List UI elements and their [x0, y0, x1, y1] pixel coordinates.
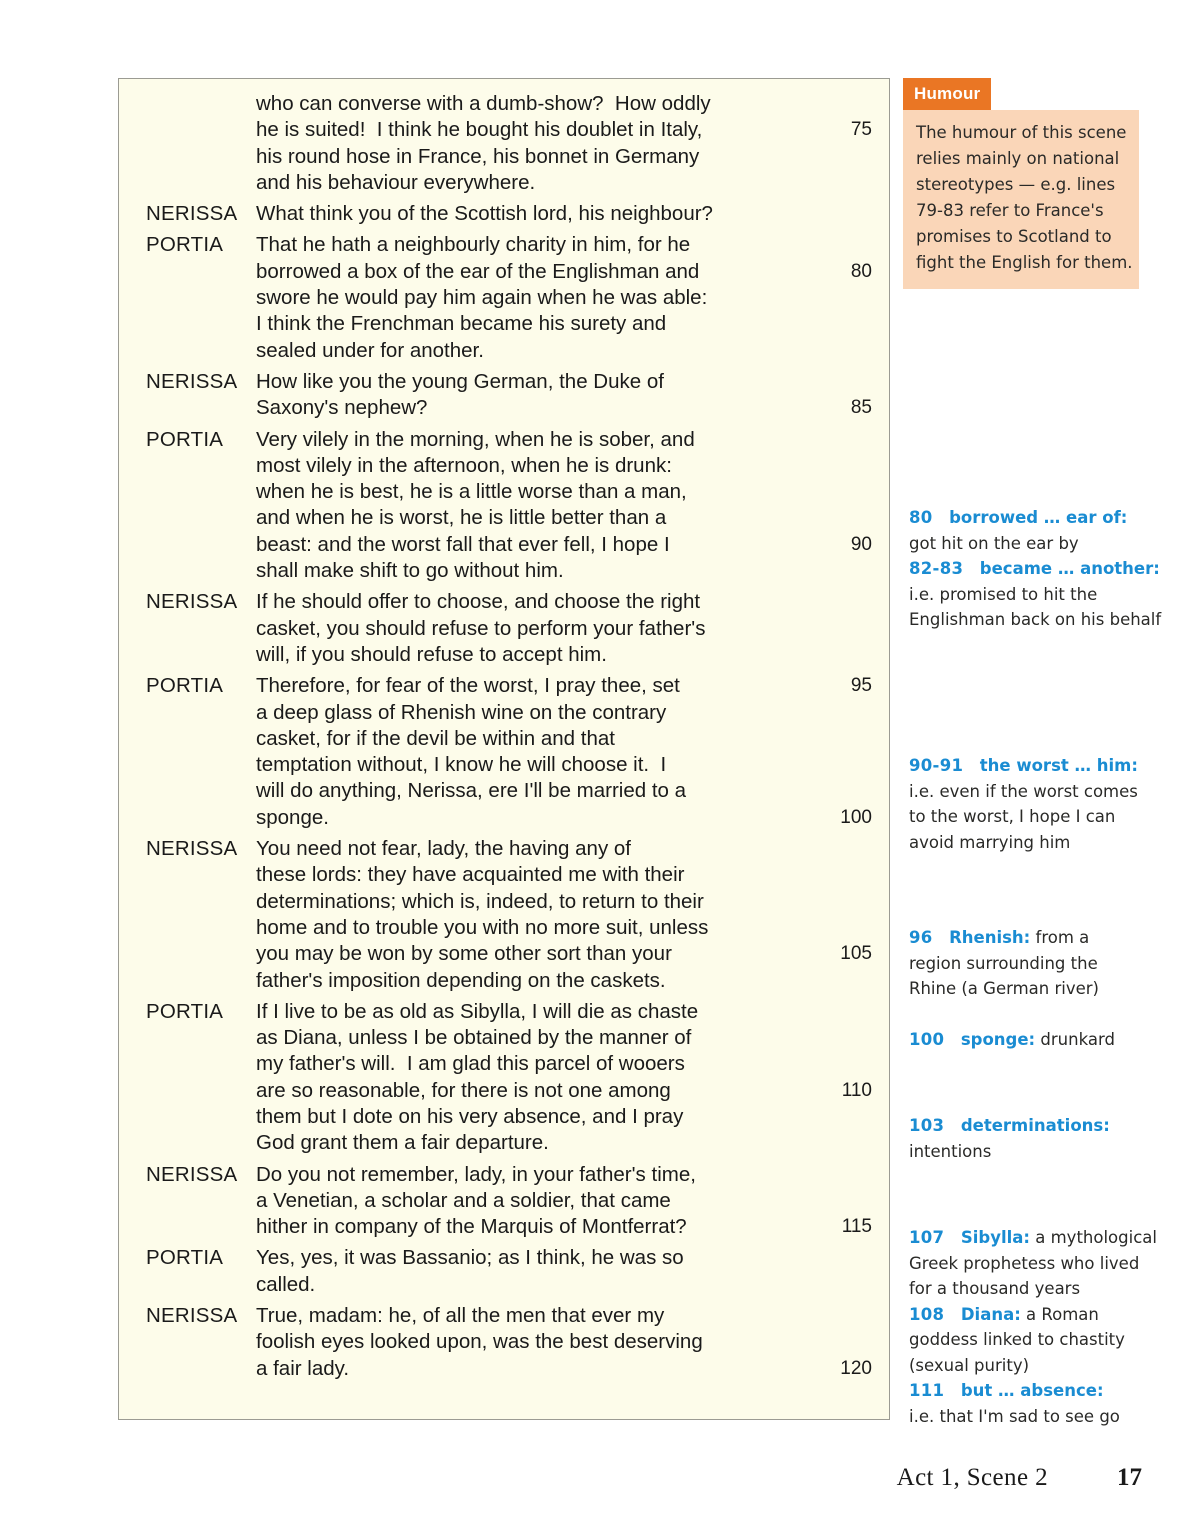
verse-line-text: a deep glass of Rhenish wine on the contrary	[256, 700, 667, 724]
verse-line	[256, 338, 889, 364]
verse-line	[256, 999, 889, 1025]
gloss-group	[903, 753, 1145, 855]
feature-box-tag: Humour	[903, 78, 991, 110]
verse-line-text: swore he would pay him again when he was able:	[256, 286, 708, 310]
verse-line	[256, 968, 889, 994]
speech-list	[119, 91, 889, 1382]
verse-line-text: Saxony's nephew?	[256, 396, 428, 420]
feature-box-line: promises to Scotland to	[916, 227, 1112, 246]
gloss-text-line: to the worst, I hope I can	[909, 807, 1116, 826]
speech-block	[119, 1245, 889, 1298]
gloss-line-number: 108	[909, 1304, 945, 1324]
gloss-text-line: Greek prophetess who lived	[909, 1253, 1140, 1273]
feature-box-line: relies mainly on national	[916, 149, 1120, 168]
verse-line	[256, 1051, 889, 1077]
feature-box-line: 79-83 refer to France's	[916, 201, 1104, 220]
verse-line-text: father's imposition depending on the caskets.	[256, 968, 666, 992]
verse-line-text: hither in company of the Marquis of Montferrat?	[256, 1215, 687, 1239]
gloss-lemma: but … absence:	[960, 1381, 1104, 1400]
gloss-group	[903, 1113, 1145, 1164]
speech-block	[119, 91, 889, 196]
feature-box-body	[903, 110, 1139, 289]
gloss-text-line: Rhine (a German river)	[909, 979, 1099, 998]
speech-block	[119, 201, 889, 227]
gloss-lemma: Diana:	[960, 1304, 1021, 1324]
verse-line	[256, 836, 889, 862]
speech-lines	[256, 673, 889, 831]
verse-line-text: If he should offer to choose, and choose the right	[256, 590, 701, 614]
verse-line	[256, 285, 889, 311]
gloss-entry-head	[909, 1113, 1145, 1139]
gloss-entry-head	[909, 925, 1145, 951]
gloss-lemma: the worst … him:	[979, 756, 1138, 775]
speech-lines	[256, 836, 889, 994]
verse-line	[256, 144, 889, 170]
verse-line	[256, 642, 889, 668]
verse-line-text: are so reasonable, for there is not one among	[256, 1078, 671, 1102]
verse-line-text: when he is best, he is a little worse than a man,	[256, 480, 687, 504]
line-number: 120	[840, 1357, 872, 1379]
speech-lines	[256, 427, 889, 585]
speech-block	[119, 1303, 889, 1382]
verse-line-text: That he hath a neighbourly charity in him, for he	[256, 233, 691, 257]
verse-line-text: How like you the young German, the Duke of	[256, 369, 664, 393]
speech-block	[119, 673, 889, 831]
speech-lines	[256, 232, 889, 363]
line-number: 110	[841, 1079, 872, 1101]
verse-line-text: his round hose in France, his bonnet in Germany	[256, 144, 700, 168]
gloss-text-line: avoid marrying him	[909, 832, 1071, 852]
verse-line	[256, 1245, 889, 1271]
verse-line-text: God grant them a fair departure.	[256, 1131, 549, 1155]
gloss-group	[903, 1027, 1145, 1053]
gloss-text-line: region surrounding the	[909, 953, 1098, 973]
speaker-name: PORTIA	[146, 674, 224, 698]
speech-block	[119, 836, 889, 994]
speaker-name: NERISSA	[146, 1162, 238, 1186]
gloss-lemma: borrowed … ear of:	[949, 508, 1128, 527]
verse-line	[256, 369, 889, 395]
verse-line	[256, 1303, 889, 1329]
line-number: 100	[840, 806, 872, 828]
gloss-line-number: 100	[909, 1030, 945, 1049]
speech-lines	[256, 369, 889, 422]
verse-line-text: and when he is worst, he is little better than a	[256, 506, 667, 530]
feature-box-line: fight the English for them.	[916, 253, 1133, 272]
verse-line	[256, 532, 889, 558]
verse-line	[256, 1356, 889, 1382]
feature-box-line: The humour of this scene	[916, 123, 1127, 142]
verse-line-text: as Diana, unless I be obtained by the manner of	[256, 1026, 692, 1050]
verse-line	[256, 311, 889, 337]
line-number: 115	[841, 1216, 872, 1238]
gloss-text: from a	[1030, 928, 1090, 947]
verse-line-text: home and to trouble you with no more suit, unless	[256, 915, 709, 939]
verse-line	[256, 170, 889, 196]
verse-line	[256, 862, 889, 888]
verse-line	[256, 505, 889, 531]
gloss-list	[903, 289, 1162, 1489]
speaker-name: NERISSA	[146, 202, 238, 226]
verse-line-text: sponge.	[256, 805, 329, 829]
verse-line	[256, 1188, 889, 1214]
verse-line	[256, 259, 889, 285]
speaker-name: PORTIA	[146, 1246, 224, 1270]
verse-line	[256, 1025, 889, 1051]
verse-line-text: casket, you should refuse to perform your father's	[256, 616, 706, 640]
gloss-entry-head	[909, 505, 1145, 531]
verse-line-text: True, madam: he, of all the men that ever my	[256, 1304, 665, 1328]
gloss-line-number: 107	[909, 1228, 945, 1247]
verse-line-text: and his behaviour everywhere.	[256, 170, 536, 194]
speech-block	[119, 1162, 889, 1241]
gloss-line-number: 80	[909, 508, 933, 527]
verse-line	[256, 201, 889, 227]
speaker-name: NERISSA	[146, 590, 238, 614]
speech-block	[119, 589, 889, 668]
verse-line	[256, 726, 889, 752]
verse-line	[256, 1214, 889, 1240]
speech-lines	[256, 1245, 889, 1298]
speaker-name: NERISSA	[146, 369, 238, 393]
gloss-text-line: got hit on the ear by	[909, 533, 1079, 553]
speaker-name: NERISSA	[146, 1304, 238, 1328]
verse-line-text: most vilely in the afternoon, when he is drunk:	[256, 453, 672, 477]
verse-line	[256, 1329, 889, 1355]
speech-lines	[256, 1303, 889, 1382]
verse-line-text: these lords: they have acquainted me with their	[256, 863, 685, 887]
gloss-group	[903, 1225, 1157, 1429]
verse-line	[256, 889, 889, 915]
gloss-group	[903, 925, 1145, 1002]
page-footer	[0, 1463, 1200, 1503]
verse-line-text: will, if you should refuse to accept him.	[256, 642, 607, 666]
verse-line	[256, 1104, 889, 1130]
verse-line-text: Yes, yes, it was Bassanio; as I think, he was so	[256, 1246, 684, 1270]
verse-line-text: foolish eyes looked upon, was the best deserving	[256, 1330, 703, 1354]
verse-line	[256, 1130, 889, 1156]
verse-line	[256, 1162, 889, 1188]
speech-lines	[256, 201, 889, 227]
speaker-name: PORTIA	[146, 427, 224, 451]
speaker-name: NERISSA	[146, 837, 238, 861]
verse-line-text: shall make shift to go without him.	[256, 559, 564, 583]
verse-line	[256, 1078, 889, 1104]
gloss-text-line: Englishman back on his behalf	[909, 610, 1162, 629]
feature-box-humour	[903, 78, 1139, 289]
verse-line-text: he is suited! I think he bought his doublet in Italy,	[256, 118, 703, 142]
margin-notes-column	[903, 78, 1162, 1489]
line-number: 105	[840, 943, 872, 965]
speech-lines	[256, 1162, 889, 1241]
verse-line	[256, 558, 889, 584]
gloss-entry-head	[909, 1027, 1145, 1053]
verse-line	[256, 778, 889, 804]
speaker-name: PORTIA	[146, 999, 224, 1023]
footer-scene-reference: Act 1, Scene 2	[896, 1464, 1048, 1491]
gloss-entry-head	[909, 753, 1145, 779]
gloss-text-line: goddess linked to chastity	[909, 1330, 1125, 1349]
gloss-entry-head	[909, 556, 1160, 582]
gloss-text: a Roman	[1020, 1304, 1099, 1324]
verse-line-text: If I live to be as old as Sibylla, I will die as chaste	[256, 999, 699, 1023]
gloss-lemma: became … another:	[979, 559, 1160, 578]
gloss-text-line: intentions	[909, 1141, 992, 1161]
verse-line	[256, 427, 889, 453]
gloss-text-line: i.e. even if the worst comes	[909, 781, 1138, 801]
footer-page-number: 17	[1117, 1464, 1142, 1491]
verse-line	[256, 117, 889, 143]
gloss-entry-head	[909, 1378, 1145, 1404]
verse-line-text: borrowed a box of the ear of the Englishman and	[256, 259, 700, 283]
gloss-group	[903, 505, 1162, 633]
line-number: 80	[850, 260, 872, 282]
line-number: 95	[850, 675, 872, 697]
gloss-line-number: 103	[909, 1116, 945, 1135]
verse-line	[256, 395, 889, 421]
verse-line-text: them but I dote on his very absence, and I pray	[256, 1104, 684, 1128]
verse-line	[256, 616, 889, 642]
gloss-text-line: i.e. that I'm sad to see go	[909, 1406, 1120, 1426]
gloss-line-number: 90-91	[909, 756, 964, 775]
verse-line	[256, 1272, 889, 1298]
gloss-lemma: determinations:	[960, 1116, 1110, 1135]
gloss-line-number: 111	[909, 1381, 945, 1400]
verse-line-text: will do anything, Nerissa, ere I'll be married to a	[256, 779, 687, 803]
gloss-text-line: (sexual purity)	[909, 1355, 1030, 1375]
verse-line-text: What think you of the Scottish lord, his neighbour?	[256, 202, 713, 226]
verse-line-text: a fair lady.	[256, 1356, 350, 1380]
line-number: 85	[850, 397, 872, 419]
speech-lines	[256, 91, 889, 196]
verse-line	[256, 805, 889, 831]
speech-lines	[256, 589, 889, 668]
verse-line-text: You need not fear, lady, the having any of	[256, 837, 631, 861]
verse-line	[256, 232, 889, 258]
speech-block	[119, 999, 889, 1157]
verse-line	[256, 91, 889, 117]
verse-line-text: a Venetian, a scholar and a soldier, that came	[256, 1188, 671, 1212]
verse-line-text: called.	[256, 1272, 316, 1296]
verse-line	[256, 453, 889, 479]
feature-box-line: stereotypes — e.g. lines	[916, 175, 1116, 194]
speech-lines	[256, 999, 889, 1157]
verse-line	[256, 752, 889, 778]
gloss-text: a mythological	[1030, 1228, 1157, 1247]
gloss-lemma: Sibylla:	[960, 1228, 1030, 1247]
verse-line-text: determinations; which is, indeed, to return to their	[256, 889, 704, 913]
verse-line-text: Therefore, for fear of the worst, I pray thee, set	[256, 674, 680, 698]
gloss-entry-head	[909, 1302, 1145, 1328]
gloss-entry-head	[909, 1225, 1157, 1251]
speech-block	[119, 369, 889, 422]
verse-line-text: who can converse with a dumb-show? How oddly	[256, 92, 711, 115]
play-text-panel	[118, 78, 890, 1420]
verse-line	[256, 673, 889, 699]
gloss-text: drunkard	[1035, 1030, 1115, 1049]
gloss-lemma: Rhenish:	[949, 928, 1031, 947]
verse-line-text: Do you not remember, lady, in your father's time,	[256, 1162, 696, 1186]
verse-line	[256, 700, 889, 726]
verse-line	[256, 479, 889, 505]
verse-line-text: my father's will. I am glad this parcel of wooers	[256, 1052, 685, 1076]
verse-line-text: casket, for if the devil be within and that	[256, 726, 615, 750]
gloss-line-number: 82-83	[909, 559, 964, 578]
verse-line	[256, 589, 889, 615]
gloss-line-number: 96	[909, 928, 933, 947]
speech-block	[119, 427, 889, 585]
verse-line-text: sealed under for another.	[256, 338, 484, 362]
verse-line-text: beast: and the worst fall that ever fell, I hope I	[256, 532, 670, 556]
gloss-lemma: sponge:	[960, 1030, 1036, 1049]
verse-line-text: you may be won by some other sort than your	[256, 942, 672, 966]
verse-line	[256, 915, 889, 941]
verse-line-text: temptation without, I know he will choose it. I	[256, 753, 667, 777]
line-number: 75	[850, 119, 872, 141]
verse-line-text: Very vilely in the morning, when he is sober, and	[256, 427, 695, 451]
speaker-name: PORTIA	[146, 233, 224, 257]
gloss-text-line: for a thousand years	[909, 1279, 1081, 1298]
gloss-text-line: i.e. promised to hit the	[909, 584, 1098, 604]
speech-block	[119, 232, 889, 363]
verse-line	[256, 941, 889, 967]
verse-line-text: I think the Frenchman became his surety and	[256, 312, 667, 336]
line-number: 90	[850, 533, 872, 555]
